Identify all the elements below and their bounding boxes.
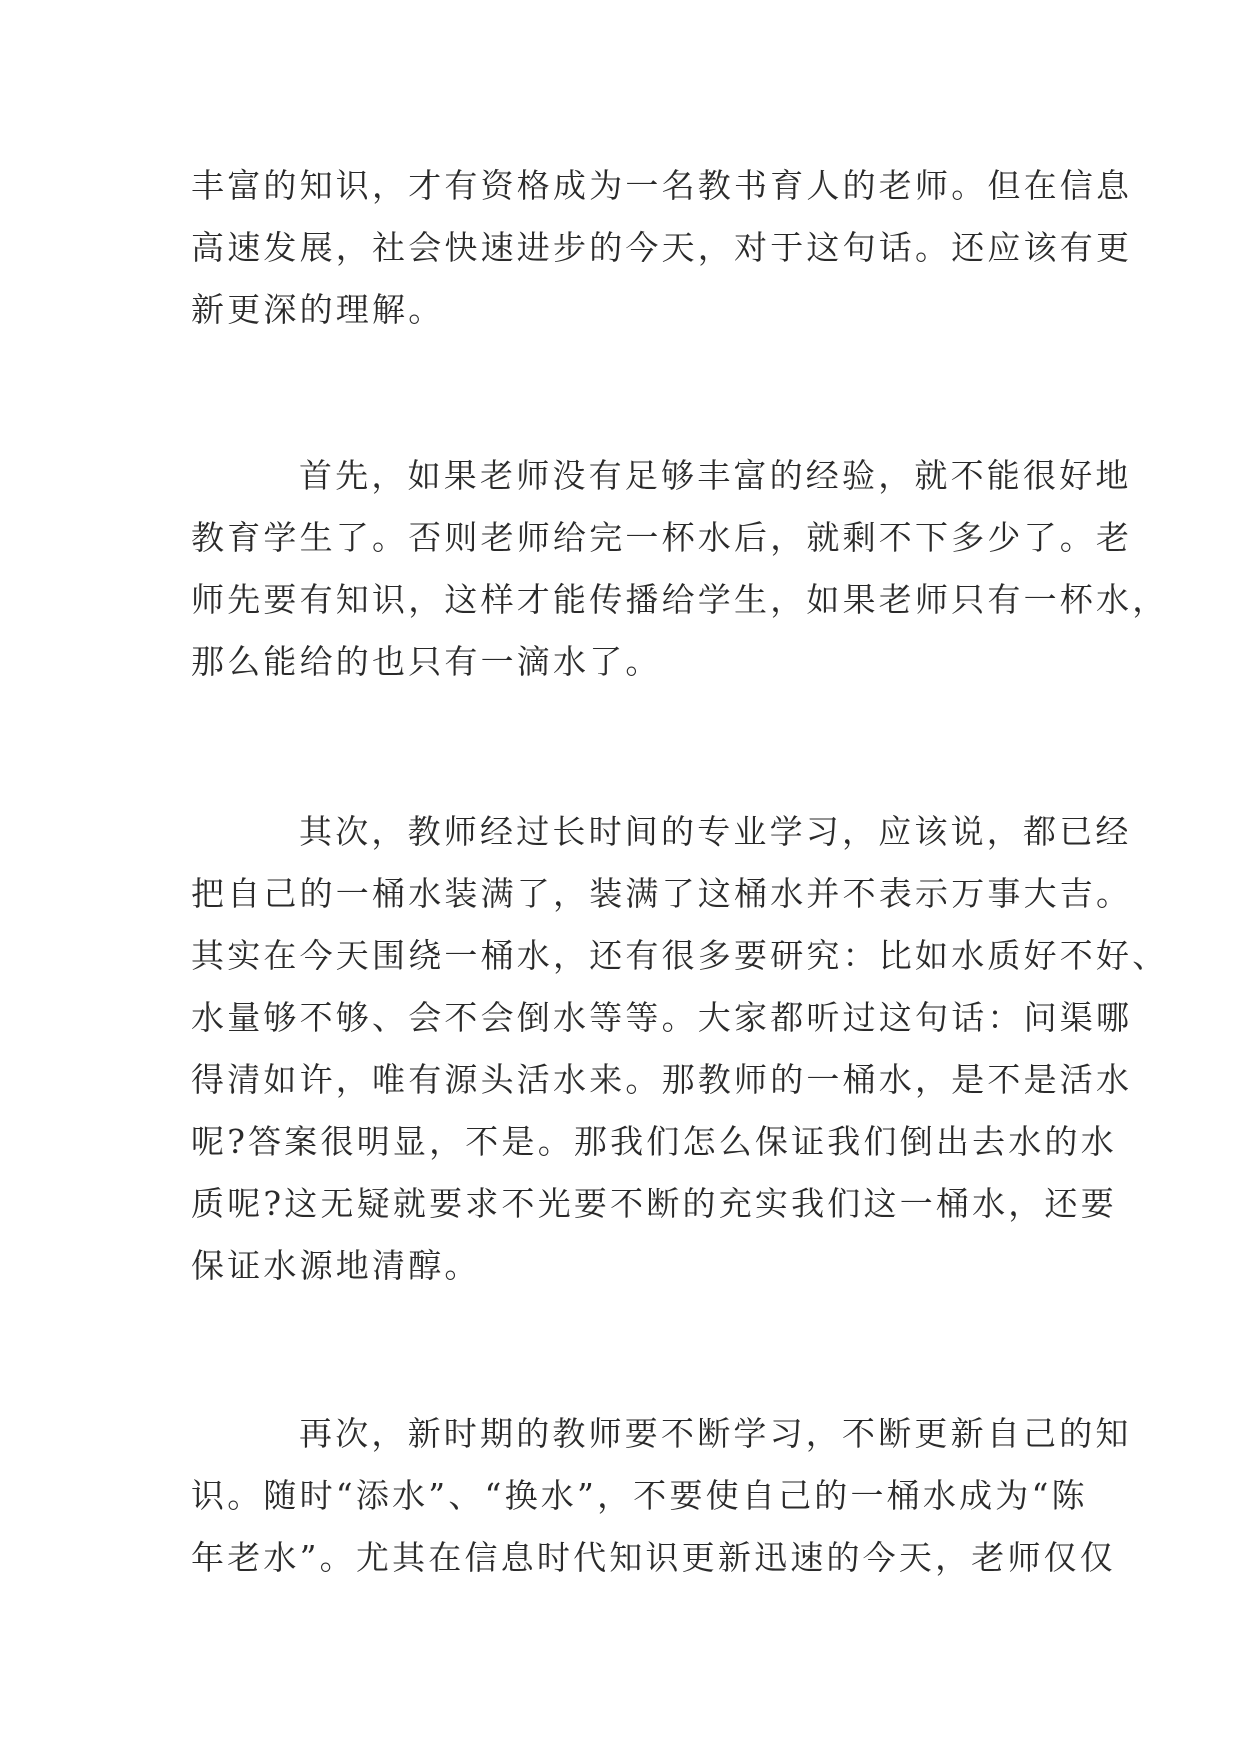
paragraph-4 [191,1403,1132,1589]
paragraph-1 [191,155,1133,341]
text-line: 新更深的理解。 [191,290,445,329]
text-line: 得清如许，唯有源头活水来。那教师的一桶水，是不是活水 [191,1060,1133,1099]
text-line: 年老水”。尤其在信息时代知识更新迅速的今天，老师仅仅 [191,1538,1117,1577]
text-line: 教育学生了。否则老师给完一杯水后，就剩不下多少了。老 [191,518,1133,557]
text-line: 保证水源地清醇。 [191,1246,481,1285]
text-line: 呢?答案很明显，不是。那我们怎么保证我们倒出去水的水 [191,1122,1117,1161]
text-line: 识。随时“添水”、“换水”，不要使自己的一桶水成为“陈 [191,1476,1088,1515]
paragraph-2 [191,445,1169,693]
text-line: 那么能给的也只有一滴水了。 [191,642,662,681]
text-line: 水量够不够、会不会倒水等等。大家都听过这句话：问渠哪 [191,998,1133,1037]
paragraph-3 [191,801,1169,1297]
text-line: 丰富的知识，才有资格成为一名教书育人的老师。但在信息 [191,166,1133,205]
text-line: 质呢?这无疑就要求不光要不断的充实我们这一桶水，还要 [191,1184,1117,1223]
text-line: 高速发展，社会快速进步的今天，对于这句话。还应该有更 [191,228,1133,267]
text-line-indented: 其次，教师经过长时间的专业学习，应该说，都已经 [299,812,1132,851]
text-line-indented: 再次，新时期的教师要不断学习，不断更新自己的知 [299,1414,1132,1453]
text-line: 把自己的一桶水装满了，装满了这桶水并不表示万事大吉。 [191,874,1133,913]
text-line: 其实在今天围绕一桶水，还有很多要研究：比如水质好不好、 [191,936,1169,975]
text-line-indented: 首先，如果老师没有足够丰富的经验，就不能很好地 [299,456,1132,495]
text-line: 师先要有知识，这样才能传播给学生，如果老师只有一杯水， [191,580,1169,619]
